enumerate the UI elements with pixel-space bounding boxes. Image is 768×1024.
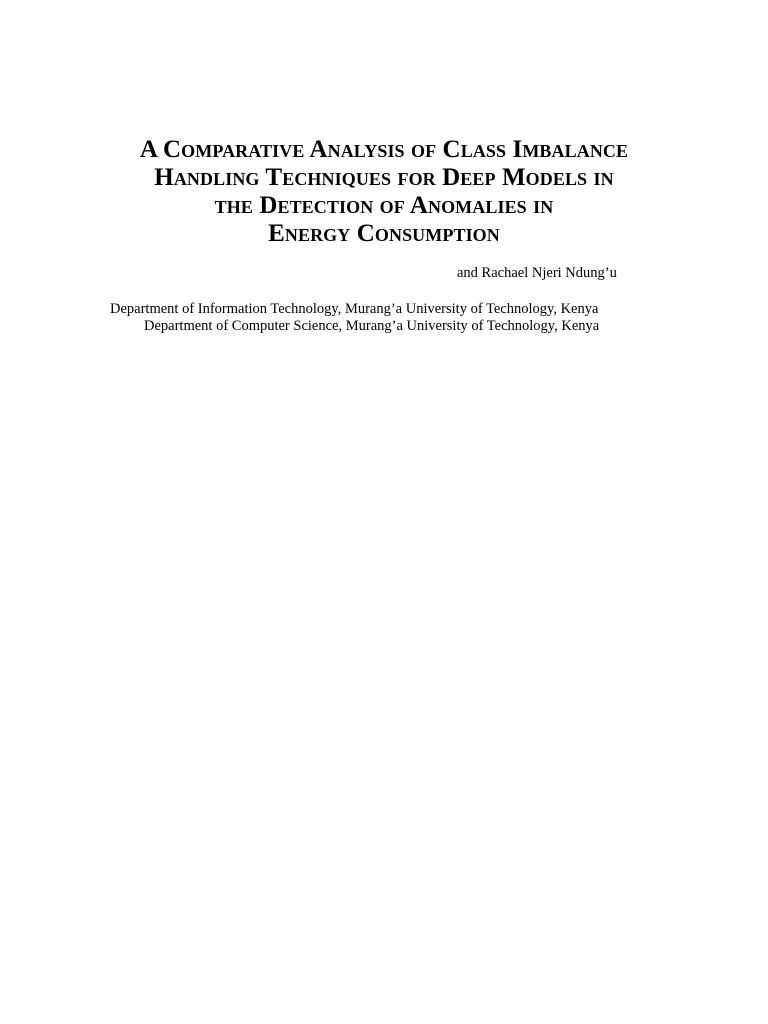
title-line-4: Energy Consumption bbox=[268, 220, 500, 247]
title-line-2: Handling Techniques for Deep Models in bbox=[154, 164, 614, 191]
affiliation-1: Department of Information Technology, Murang’a University of Technology, Kenya bbox=[110, 301, 599, 317]
title-line-3: the Detection of Anomalies in bbox=[214, 192, 554, 219]
title-line-1: A Comparative Analysis of Class Imbalance bbox=[139, 136, 629, 163]
paper-title bbox=[0, 136, 768, 248]
author-list: and Rachael Njeri Ndung’u bbox=[457, 265, 617, 281]
affiliation-2: Department of Computer Science, Murang’a University of Technology, Kenya bbox=[144, 318, 600, 334]
